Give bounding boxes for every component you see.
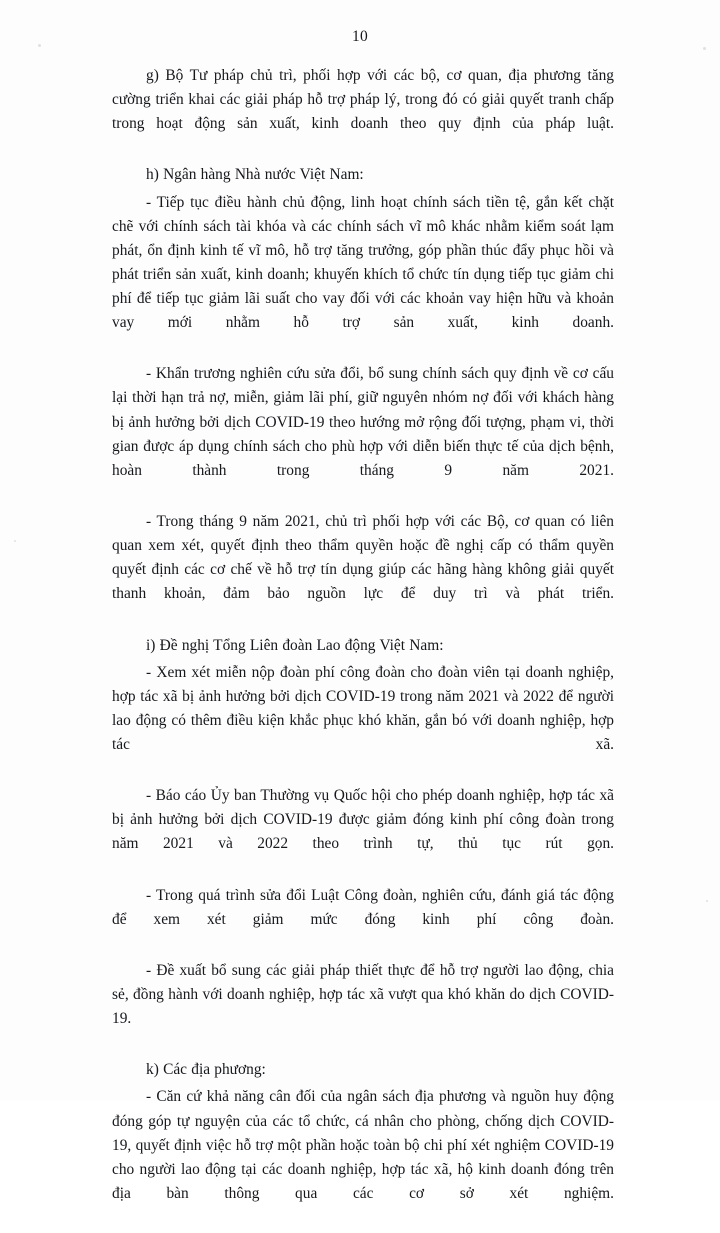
paragraph-heading-k: k) Các địa phương: xyxy=(146,1061,266,1079)
page-number: 10 xyxy=(352,28,368,45)
paragraph: g) Bộ Tư pháp chủ trì, phối hợp với các bộ, cơ quan, địa phương tăng cường triển khai các giải pháp hỗ trợ pháp lý, trong đó có giải quyết tranh chấp trong hoạt động sản xuất, kinh doanh theo quy định của pháp luật. xyxy=(112,67,614,133)
paragraph: - Trong quá trình sửa đổi Luật Công đoàn, nghiên cứu, đánh giá tác động để xem xét giảm mức đóng kinh phí công đoàn. xyxy=(112,886,614,928)
paragraph: - Khẩn trương nghiên cứu sửa đổi, bổ sung chính sách quy định về cơ cấu lại thời hạn trả nợ, miễn, giảm lãi phí, giữ nguyên nhóm nợ đối với khách hàng bị ảnh hưởng bởi dịch COVID-19 theo hướng mở rộng đối tượng, phạm vi, thời gian được áp dụng chính sách cho phù hợp với diễn biến thực tế của dịch bệnh, hoàn thành trong tháng 9 năm 2021. xyxy=(112,365,614,479)
paragraph: - Trong tháng 9 năm 2021, chủ trì phối hợp với các Bộ, cơ quan có liên quan xem xét, quyết định theo thẩm quyền hoặc đề nghị cấp có thẩm quyền quyết định các cơ chế về hỗ trợ tín dụng giúp các hãng hàng không giải quyết thanh khoản, đảm bảo nguồn lực để duy trì và phát triển. xyxy=(112,512,614,603)
scan-speck xyxy=(706,900,708,902)
paragraph: - Xem xét miễn nộp đoàn phí công đoàn cho đoàn viên tại doanh nghiệp, hợp tác xã bị ảnh hưởng bởi dịch COVID-19 trong năm 2021 và 2022 để người lao động có thêm điều kiện khắc phục khó khăn, gắn bó với doanh nghiệp, hợp tác xã. xyxy=(112,663,614,753)
paragraph-heading-h: h) Ngân hàng Nhà nước Việt Nam: xyxy=(146,166,364,184)
paragraph: - Tiếp tục điều hành chủ động, linh hoạt chính sách tiền tệ, gắn kết chặt chẽ với chính sách tài khóa và các chính sách vĩ mô khác nhằm kiểm soát lạm phát, ổn định kinh tế vĩ mô, hỗ trợ tăng trưởng, góp phần thúc đẩy phục hồi và phát triển sản xuất, kinh doanh; khuyến khích tổ chức tín dụng tiếp tục giảm chi phí để tiếp tục giảm lãi suất cho vay đối với các khoản vay hiện hữu và khoản vay mới nhằm hỗ trợ sản xuất, kinh doanh. xyxy=(112,193,614,332)
paragraph-heading-i: i) Đề nghị Tổng Liên đoàn Lao động Việt Nam: xyxy=(146,636,444,654)
scan-speck xyxy=(703,47,706,50)
paragraph: - Báo cáo Ủy ban Thường vụ Quốc hội cho phép doanh nghiệp, hợp tác xã bị ảnh hưởng bởi dịch COVID-19 được giảm đóng kinh phí công đoàn trong năm 2021 và 2022 theo trình tự, thủ tục rút gọn. xyxy=(112,787,614,853)
document-body xyxy=(112,64,614,1233)
scan-speck xyxy=(14,540,16,542)
paragraph: - Căn cứ khả năng cân đối của ngân sách địa phương và nguồn huy động đóng góp tự nguyện của các tổ chức, cá nhân cho phòng, chống dịch COVID-19, quyết định việc hỗ trợ một phần hoặc toàn bộ chi phí xét nghiệm COVID-19 cho người lao động tại các doanh nghiệp, hợp tác xã, hộ kinh doanh đóng trên địa bàn thông qua các cơ sở xét nghiệm. xyxy=(112,1088,614,1202)
paragraph: - Đề xuất bổ sung các giải pháp thiết thực để hỗ trợ người lao động, chia sẻ, đồng hành với doanh nghiệp, hợp tác xã vượt qua khó khăn do dịch COVID-19. xyxy=(112,961,614,1028)
